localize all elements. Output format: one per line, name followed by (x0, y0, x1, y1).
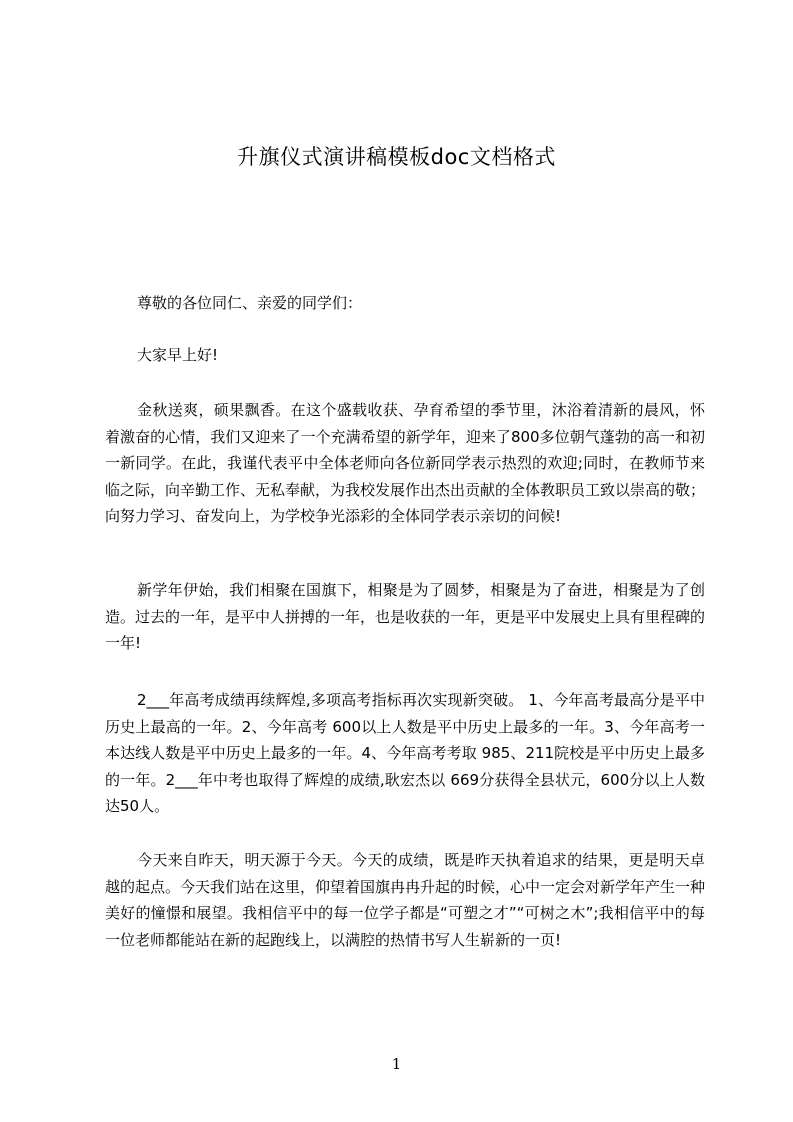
paragraph-exam-results: 2___年高考成绩再续辉煌,多项高考指标再次实现新突破。 1、今年高考最高分是平中历史上最高的一年。2、今年高考 600以上人数是平中历史上最多的一年。3、今年高考一本达线人数是平中历史上最多的一年。4、今年高考考取 985、211院校是平中历史上最多的一年。2___年中考也取得了辉煌的成绩,耿宏杰以 669分获得全县状元，600分以上人数达50人。 (105, 691, 705, 815)
salutation: 尊敬的各位同仁、亲爱的同学们： (137, 294, 363, 312)
paragraph-future: 今天来自昨天，明天源于今天。今天的成绩，既是昨天执着追求的结果，更是明天卓越的起点。今天我们站在这里，仰望着国旗冉冉升起的时候，心中一定会对新学年产生一种美好的憧憬和展望。我相信平中的每一位学子都是“可塑之才”“可树之木”;我相信平中的每一位老师都能站在新的起跑线上，以满腔的热情书写人生崭新的一页! (105, 851, 706, 949)
page-number: 1 (391, 1055, 402, 1073)
paragraph-welcome: 金秋送爽，硕果飘香。在这个盛载收获、孕育希望的季节里，沐浴着清新的晨风，怀着激奋的心情，我们又迎来了一个充满希望的新学年，迎来了800多位朝气蓬勃的高一和初一新同学。在此，我谨代表平中全体老师向各位新同学表示热烈的欢迎;同时，在教师节来临之际，向辛勤工作、无私奉献，为我校发展作出杰出贡献的全体教职员工致以崇高的敬；向努力学习、奋发向上，为学校争光添彩的全体同学表示亲切的问候! (105, 401, 706, 525)
greeting: 大家早上好! (137, 346, 219, 364)
document-title: 升旗仪式演讲稿模板doc文档格式 (237, 145, 556, 169)
paragraph-new-year: 新学年伊始，我们相聚在国旗下，相聚是为了圆梦，相聚是为了奋进，相聚是为了创造。过去的一年，是平中人拼搏的一年，也是收获的一年，更是平中发展史上具有里程碑的一年! (105, 581, 706, 652)
